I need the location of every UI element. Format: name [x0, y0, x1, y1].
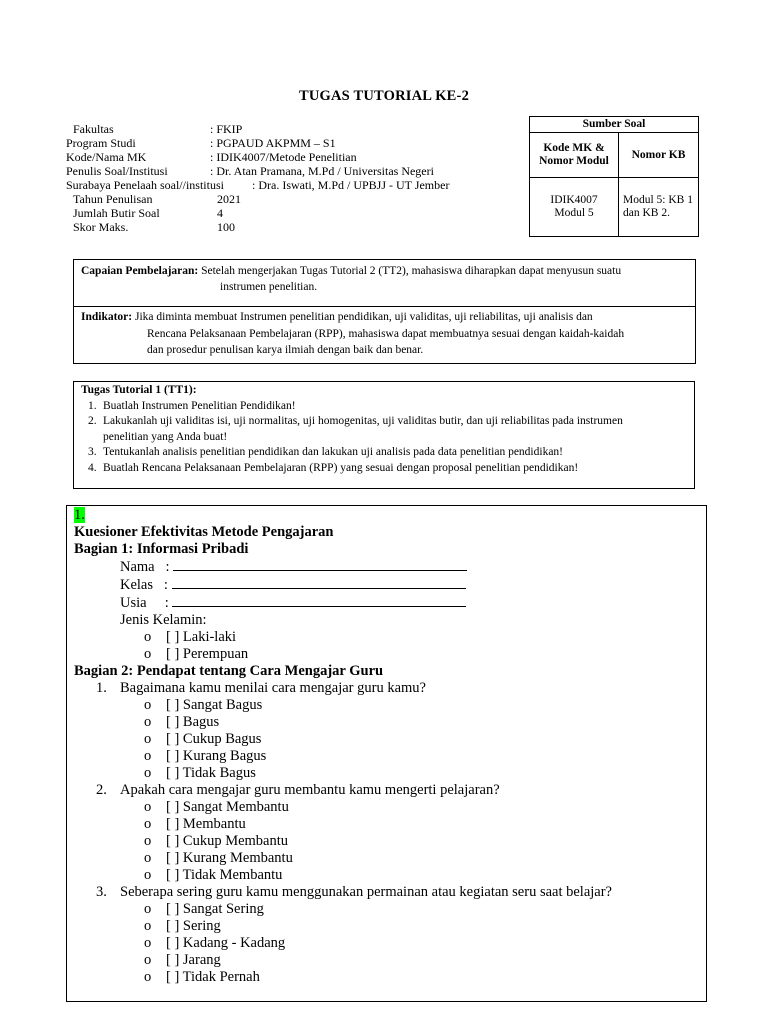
page-title: TUGAS TUTORIAL KE-2	[298, 88, 470, 104]
answer-option: o [ ] Tidak Membantu	[144, 867, 283, 883]
penulis-label: Penulis Soal/Institusi	[66, 164, 168, 178]
answer-option: o [ ] Sangat Sering	[144, 901, 264, 917]
answer-option: o [ ] Kadang - Kadang	[144, 935, 286, 951]
tahun-value: 2021	[217, 192, 241, 206]
capaian-text-1: Setelah mengerjakan Tugas Tutorial 2 (TT2), mahasiswa diharapkan dapat menyusun suatu	[201, 265, 622, 277]
gender-option: o [ ] Perempuan	[144, 646, 249, 662]
question-1: 1. Bagaimana kamu menilai cara mengajar guru kamu?	[96, 680, 426, 696]
penelaah-label: Surabaya Penelaah soal//institusi	[66, 178, 224, 192]
source-table	[529, 116, 699, 237]
tt1-item: 4. Buatlah Rencana Pelaksanaan Pembelajaran (RPP) yang sesuai dengan proposal penelitian pendidikan!	[88, 461, 579, 474]
section-2-heading: Bagian 2: Pendapat tentang Cara Mengajar Guru	[74, 663, 384, 679]
indikator-text-2: Rencana Pelaksanaan Pembelajaran (RPP), mahasiswa dapat membuatnya sesuai dengan kaidah-kaidah	[147, 328, 625, 340]
section-1-heading: Bagian 1: Informasi Pribadi	[74, 541, 249, 557]
indikator	[81, 309, 593, 325]
source-table-header: Sumber Soal	[530, 117, 699, 133]
answer-option: o [ ] Jarang	[144, 952, 221, 968]
answer-option: o [ ] Sangat Membantu	[144, 799, 289, 815]
penulis-value: : Dr. Atan Pramana, M.Pd / Universitas Negeri	[210, 164, 434, 178]
kode-mk-header: Kode MK & Nomor Modul	[530, 133, 619, 178]
capaian-text-2: instrumen penelitian.	[220, 281, 318, 293]
answer-option: o [ ] Sering	[144, 918, 221, 934]
nomor-kb-header: Nomor KB	[619, 133, 699, 178]
answer-option: o [ ] Tidak Pernah	[144, 969, 260, 985]
divider	[74, 306, 695, 307]
answer-option: o [ ] Cukup Bagus	[144, 731, 262, 747]
nama-field: Nama :	[74, 558, 706, 576]
nomor-kb-value: Modul 5: KB 1 dan KB 2.	[619, 178, 699, 237]
fakultas-label: Fakultas	[73, 122, 114, 136]
answer-option: o [ ] Kurang Membantu	[144, 850, 293, 866]
tt1-label: Tugas Tutorial 1 (TT1):	[81, 384, 197, 396]
capaian	[81, 263, 621, 279]
answer-option: o [ ] Sangat Bagus	[144, 697, 263, 713]
question-3: 3. Seberapa sering guru kamu menggunakan permainan atau kegiatan seru saat belajar?	[96, 884, 612, 900]
penelaah-value: : Dra. Iswati, M.Pd / UPBJJ - UT Jember	[252, 178, 450, 192]
capaian-label: Capaian Pembelajaran:	[81, 265, 199, 277]
questionnaire-heading: Kuesioner Efektivitas Metode Pengajaran	[74, 524, 334, 540]
jenis-kelamin-label: Jenis Kelamin:	[120, 612, 207, 628]
skor-label: Skor Maks.	[73, 220, 129, 234]
answer-option: o [ ] Bagus	[144, 714, 220, 730]
kelas-field: Kelas :	[74, 576, 706, 594]
tt1-item: 3. Tentukanlah analisis penelitian pendidikan dan lakukan uji analisis pada data penelitian pendidikan!	[88, 446, 564, 458]
tt1-item: 2. Lakukanlah uji validitas isi, uji normalitas, uji homogenitas, uji validitas butir, dan uji reliabilitas pada instrumen penelitian yang Anda buat!	[88, 415, 623, 443]
answer-number: 1.	[74, 507, 85, 523]
answer-option: o [ ] Cukup Membantu	[144, 833, 289, 849]
answer-option: o [ ] Membantu	[144, 816, 246, 832]
usia-field: Usia :	[74, 594, 706, 612]
jumlah-value: 4	[217, 206, 223, 220]
indikator-label: Indikator:	[81, 311, 133, 323]
indikator-text-1: Jika diminta membuat Instrumen penelitian pendidikan, uji validitas, uji reliabilitas, uji analisis dan	[135, 311, 593, 323]
learning-outcomes-box	[73, 259, 696, 364]
tahun-label: Tahun Penulisan	[73, 192, 153, 206]
prodi-label: Program Studi	[66, 136, 136, 150]
answer-option: o [ ] Tidak Bagus	[144, 765, 256, 781]
gender-option: o [ ] Laki-laki	[144, 629, 237, 645]
prodi-value: : PGPAUD AKPMM – S1	[210, 136, 336, 150]
question-2: 2. Apakah cara mengajar guru membantu kamu mengerti pelajaran?	[96, 782, 500, 798]
kode-mk-value: IDIK4007 Modul 5	[530, 178, 619, 237]
jumlah-label: Jumlah Butir Soal	[73, 206, 160, 220]
mk-label: Kode/Nama MK	[66, 150, 147, 164]
mk-value: : IDIK4007/Metode Penelitian	[210, 150, 357, 164]
tt1-box	[73, 381, 695, 489]
answer-option: o [ ] Kurang Bagus	[144, 748, 267, 764]
fakultas-value: : FKIP	[210, 122, 243, 136]
indikator-text-3: dan prosedur penulisan karya ilmiah dengan baik dan benar.	[147, 344, 424, 356]
skor-value: 100	[217, 220, 235, 234]
tt1-list	[81, 399, 689, 477]
tt1-item: 1. Buatlah Instrumen Penelitian Pendidikan!	[88, 399, 296, 412]
answer-box	[66, 505, 707, 1002]
